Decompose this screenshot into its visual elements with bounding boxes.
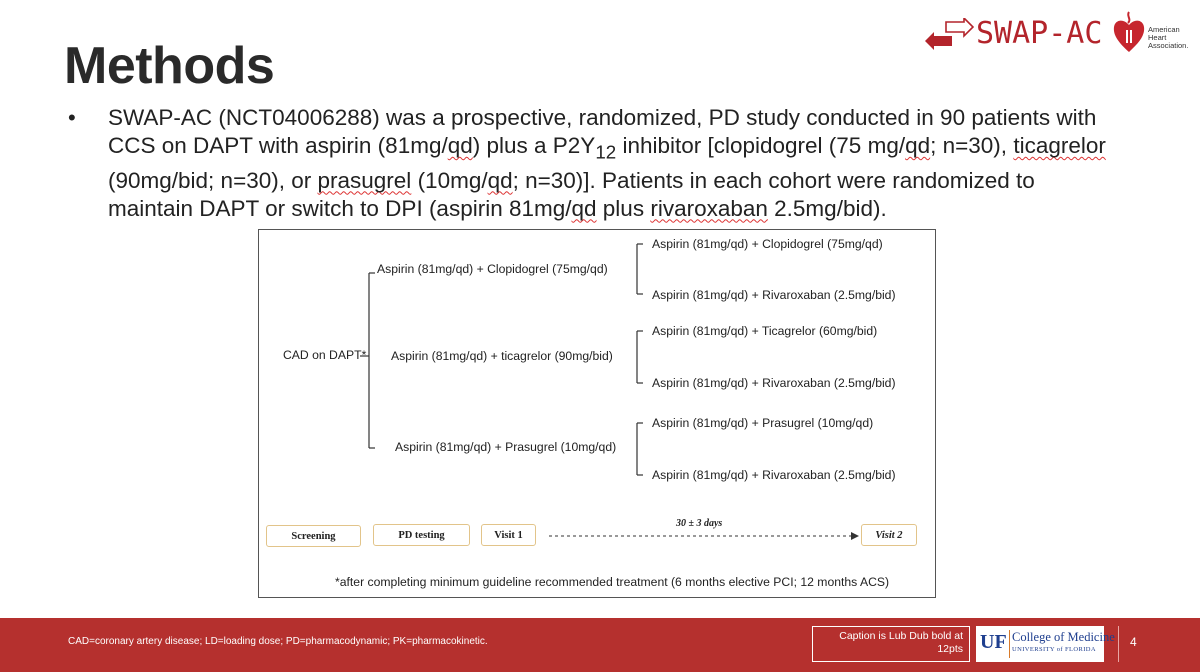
root-node: CAD on DAPT* — [283, 348, 367, 362]
slide-title: Methods — [64, 37, 275, 95]
cohort-prasugrel: Aspirin (81mg/qd) + Prasugrel (10mg/qd) — [395, 440, 617, 454]
footer-bar — [0, 618, 1200, 672]
swap-arrows-icon — [924, 18, 974, 54]
uf-logo-divider — [1009, 630, 1010, 658]
bullet-segment: plus — [596, 195, 651, 221]
bullet-segment: (90mg/bid; n=30), or — [108, 167, 318, 193]
timeline-visit-2: Visit 2 — [861, 524, 917, 546]
bullet-dot: • — [68, 105, 76, 130]
spellcheck-word: qd — [571, 195, 597, 221]
arm-clopidogrel-dpi: Aspirin (81mg/qd) + Rivaroxaban (2.5mg/bid) — [652, 288, 896, 302]
bullet-segment: 2.5mg/bid). — [767, 195, 887, 221]
methods-bullet-text — [108, 104, 1118, 223]
bullet-segment: (10mg/ — [411, 167, 488, 193]
bullet-segment: ) plus a P2Y — [472, 133, 596, 158]
uf-college-logo — [976, 626, 1115, 662]
arm-ticagrelor-dapt: Aspirin (81mg/qd) + Ticagrelor (60mg/bid) — [652, 324, 878, 338]
subscript-12: 12 — [595, 141, 617, 163]
uf-university-name: UNIVERSITY of FLORIDA — [1012, 646, 1096, 653]
uf-college-name: College of Medicine — [1012, 630, 1115, 644]
cohort-clopidogrel: Aspirin (81mg/qd) + Clopidogrel (75mg/qd) — [377, 262, 608, 276]
bullet-segment: ; n=30), — [930, 133, 1014, 158]
arm-clopidogrel-dapt: Aspirin (81mg/qd) + Clopidogrel (75mg/qd) — [652, 237, 883, 251]
spellcheck-word: qd — [487, 167, 513, 193]
arm-ticagrelor-dpi: Aspirin (81mg/qd) + Rivaroxaban (2.5mg/bid) — [652, 376, 896, 390]
page-number-divider — [1118, 626, 1119, 662]
page-number: 4 — [1130, 635, 1137, 649]
spellcheck-word: rivaroxaban — [650, 195, 768, 221]
arm-prasugrel-dpi: Aspirin (81mg/qd) + Rivaroxaban (2.5mg/bid) — [652, 468, 896, 482]
bullet-segment: ; n=30)]. Patients in each cohort were randomized to maintain DAPT or switch to DPI (aspirin 81mg/ — [108, 167, 1035, 221]
bullet-segment: inhibitor [clopidogrel (75 mg/ — [616, 133, 906, 158]
aha-logo-text: American Heart Association. — [1148, 25, 1189, 50]
heart-torch-icon — [1112, 10, 1146, 54]
cohort-ticagrelor: Aspirin (81mg/qd) + ticagrelor (90mg/bid) — [391, 349, 613, 363]
spellcheck-word: prasugrel — [317, 167, 412, 193]
timeline-screening: Screening — [266, 525, 361, 547]
bullet-segment: SWAP-AC (NCT04006288) was a prospective, randomized, PD study conducted in 90 patients with CCS on DAPT with aspirin (81mg/ — [108, 105, 1097, 158]
caption-note: Caption is Lub Dub bold at 12pts — [812, 626, 970, 662]
timeline-visit-1: Visit 1 — [481, 524, 536, 546]
timeline-interval: 30 ± 3 days — [676, 518, 723, 529]
uf-mark: UF — [980, 631, 1007, 653]
study-design-diagram — [258, 229, 936, 598]
diagram-footnote: *after completing minimum guideline recommended treatment (6 months elective PCI; 12 months ACS) — [335, 575, 890, 589]
spellcheck-word: ticagrelor — [1013, 133, 1106, 158]
spellcheck-word: qd — [905, 133, 931, 158]
arm-prasugrel-dapt: Aspirin (81mg/qd) + Prasugrel (10mg/qd) — [652, 416, 874, 430]
aha-logo — [1112, 10, 1192, 54]
spellcheck-word: qd — [447, 133, 473, 158]
swap-ac-logo — [924, 14, 1112, 56]
abbreviations-footnote: CAD=coronary artery disease; LD=loading dose; PD=pharmacodynamic; PK=pharmacokinetic. — [68, 636, 488, 647]
timeline-pd-testing: PD testing — [373, 524, 470, 546]
swap-ac-logo-text: SWAP-AC — [976, 16, 1103, 51]
